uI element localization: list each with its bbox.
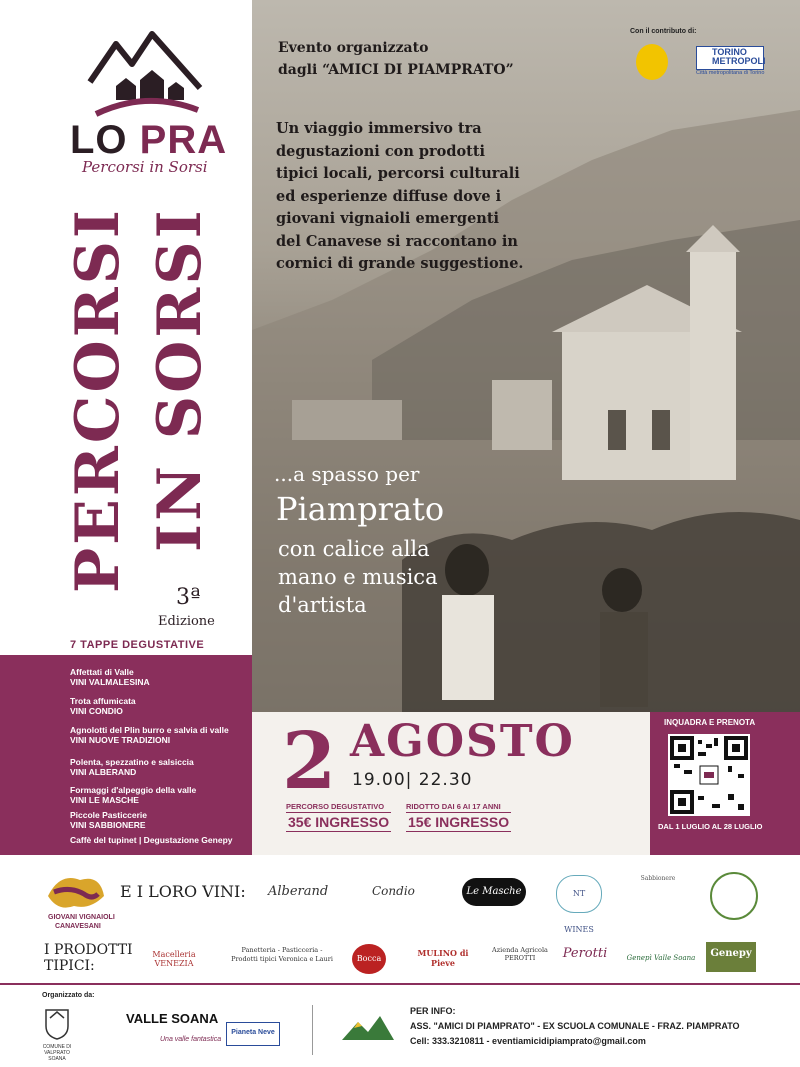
wine-logo-sabbionere: Sabbionere [640,875,676,882]
valle-soana-sub: Una valle fantastica [160,1036,222,1043]
pianeta-neve-logo: Pianeta Neve [226,1022,280,1046]
list-item: Agnolotti del Plin burro e salvia di valle VINI NUOVE TRADIZIONI [70,725,229,745]
edition-label: Edizione [158,614,215,629]
tappe-list [0,655,252,855]
gv-label-line1: GIOVANI VIGNAIOLI [48,914,115,921]
organizer-line1: Evento organizzato [278,40,429,56]
list-item: Polenta, spezzatino e salsiccia VINI ALBERAND [70,757,194,777]
product-logo-perotti-azienda: Azienda Agricola PEROTTI [492,946,548,962]
comune-label: COMUNE DI VALPRATO SOANA [42,1044,72,1062]
list-item: Caffè del tupinet | Degustazione Genepy [70,835,233,845]
torino-metropoli-text: TORINO METROPOLI [712,47,766,66]
wine-logo-alberand: Alberand [268,884,329,899]
intro-text: Un viaggio immersivo tra degustazioni con prodotti tipici locali, percorsi culturali ed esperienze diffuse dove i giovani vignaioli emergenti del Canavese si raccontano in cornici di grande suggestione. [276,120,524,272]
organized-by-label: Organizzato da: [42,992,95,999]
product-logo-genepy: Genepy [706,942,756,972]
list-item: Formaggi d'alpeggio della valle VINI LE MASCHE [70,785,197,805]
ridotto-price: 15€ INGRESSO [408,814,510,830]
date-day: 2 [282,716,337,807]
parco-nazionale-logo-icon [636,44,668,80]
vertical-title-line2: IN SORSI [145,207,215,553]
wine-logo-condio: Condio [372,884,415,898]
date-hours: 19.00| 22.30 [352,770,473,790]
date-month: AGOSTO [350,716,575,767]
edition-number: 3ª [176,585,201,610]
product-logo-genepi-valle-soana: Genepì Valle Soana [626,954,696,962]
booking-dates: DAL 1 LUGLIO AL 28 LUGLIO [658,822,763,831]
footer-separator [312,1005,313,1055]
list-item: Piccole Pasticcerie VINI SABBIONERE [70,810,148,830]
valle-soana-logo: VALLE SOANA [126,1011,219,1026]
product-logo-perotti: Perotti [562,946,608,961]
percorso-label: PERCORSO DEGUSTATIVO [286,802,385,811]
info-association: ASS. "AMICI DI PIAMPRATO" - EX SCUOLA COMUNALE - FRAZ. PIAMPRATO [410,1021,740,1031]
product-logo-mulino: MULINO di Pieve [417,948,469,968]
list-item: Affettati di Valle VINI VALMALESINA [70,667,150,687]
tappe-title: 7 TAPPE DEGUSTATIVE [70,639,205,651]
wine-logo-le-masche: Le Masche [462,878,526,906]
wine-logo-nt: NT WINES [556,875,602,913]
organizer-line2: dagli “AMICI DI PIAMPRATO” [278,62,514,78]
handshake-logo-icon [40,866,110,916]
footer-divider [0,983,800,985]
torino-metropoli-sub: Città metropolitana di Torino [696,70,765,76]
booking-title: INQUADRA E PRENOTA [664,718,756,727]
info-contact[interactable]: Cell: 333.3210811 - eventiamicidipiamprato@gmail.com [410,1036,646,1046]
percorso-price: 35€ INGRESSO [288,814,390,830]
loro-vini-label: E I LORO VINI: [120,882,246,901]
logo-title: LO PRA [70,118,228,162]
mountain-logo-icon [340,1010,396,1046]
prodotti-title: I PRODOTTI TIPICI: [44,942,133,974]
info-title: PER INFO: [410,1006,456,1016]
vertical-title-line1: PERCORSI [63,207,133,593]
gv-label-line2: CANAVESANI [55,923,101,930]
qr-code-icon[interactable] [668,734,750,816]
edition-box [150,580,252,640]
ridotto-label: RIDOTTO DAI 6 AI 17 ANNI [406,802,501,811]
product-logo-veronica-lauri: Panetteria - Pasticceria - Prodotti tipici Veronica e Lauri [231,946,333,963]
contributors-label: Con il contributo di: [630,28,697,35]
logo-mountains-icon [86,30,206,120]
logo-subtitle: Percorsi in Sorsi [82,158,208,176]
tagline-line3: con calice alla mano e musica d'artista [278,537,438,617]
list-item: Trota affumicata VINI CONDIO [70,696,136,716]
tagline-line1: ...a spasso per [274,462,420,486]
product-logo-venezia: Macelleria VENEZIA [152,950,196,968]
tagline-line2: Piamprato [276,490,445,528]
wine-logo-round-icon [710,872,758,920]
product-logo-bocca: Bocca [352,944,386,974]
comune-crest-icon [44,1006,70,1040]
